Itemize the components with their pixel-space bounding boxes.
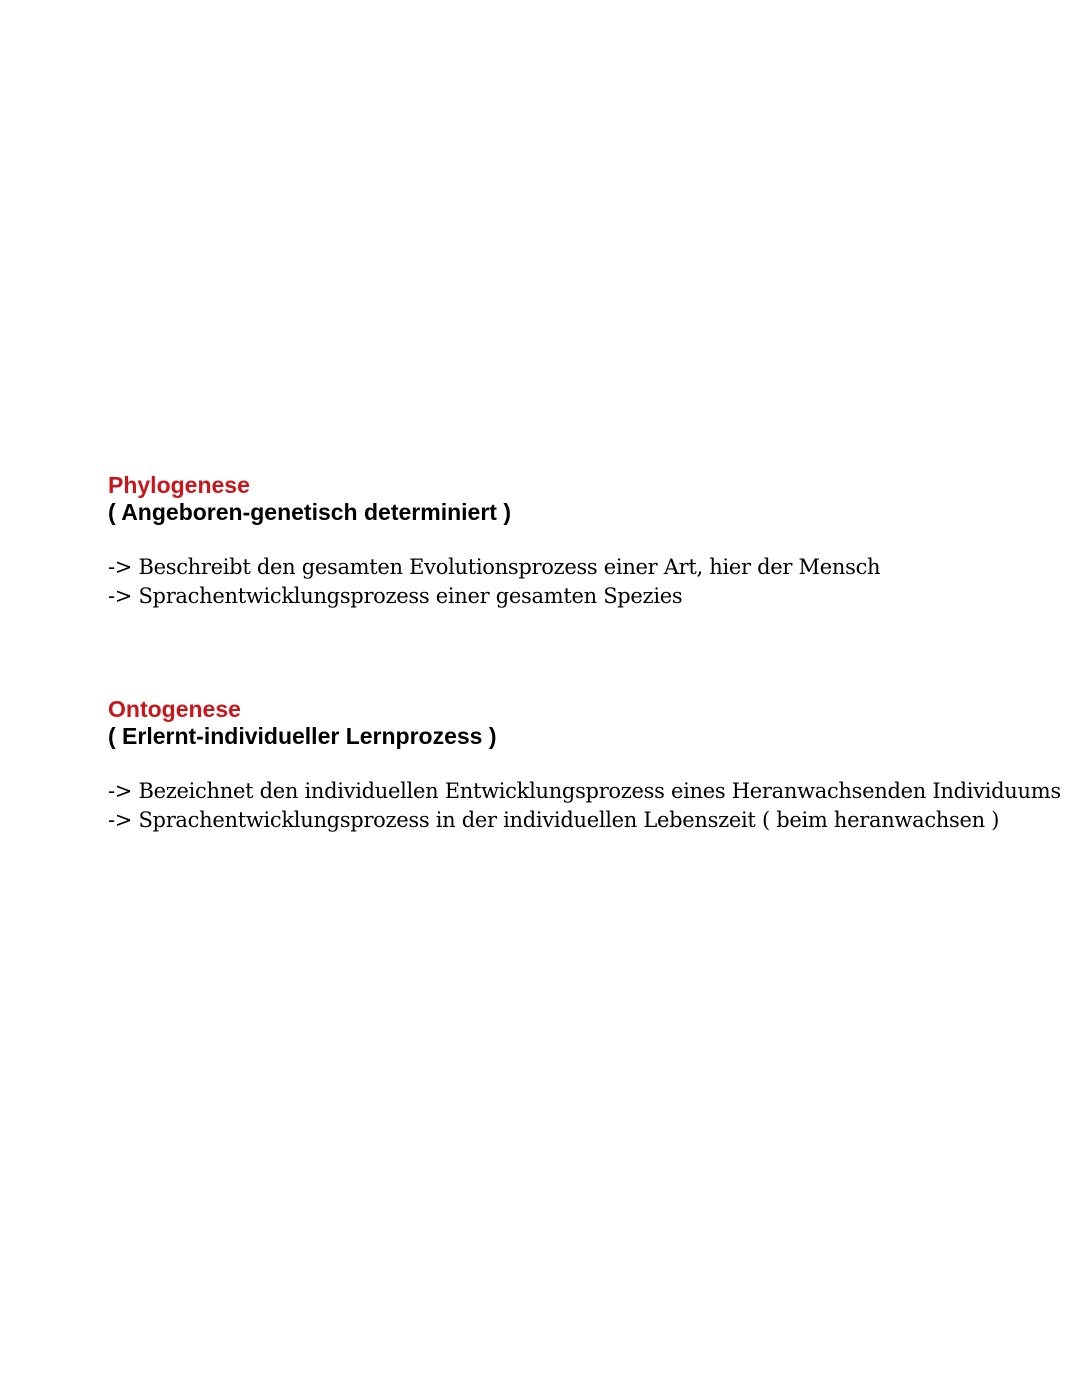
definition-line: -> Sprachentwicklungsprozess einer gesamten Spezies	[108, 584, 683, 608]
definition-line: -> Beschreibt den gesamten Evolutionsprozess einer Art, hier der Mensch	[108, 555, 881, 579]
section-ontogenese	[108, 695, 1061, 835]
definition-list	[108, 777, 1061, 835]
definition-list	[108, 553, 880, 611]
term-subtitle: ( Angeboren-genetisch determiniert )	[108, 499, 511, 525]
term-heading: Phylogenese	[108, 472, 250, 498]
term-subtitle: ( Erlernt-individueller Lernprozess )	[108, 723, 497, 749]
definition-line: -> Bezeichnet den individuellen Entwicklungsprozess eines Heranwachsenden Individuums	[108, 779, 1061, 803]
term-heading: Ontogenese	[108, 696, 241, 722]
section-phylogenese	[108, 471, 880, 611]
definition-line: -> Sprachentwicklungsprozess in der individuellen Lebenszeit ( beim heranwachsen )	[108, 808, 1000, 832]
